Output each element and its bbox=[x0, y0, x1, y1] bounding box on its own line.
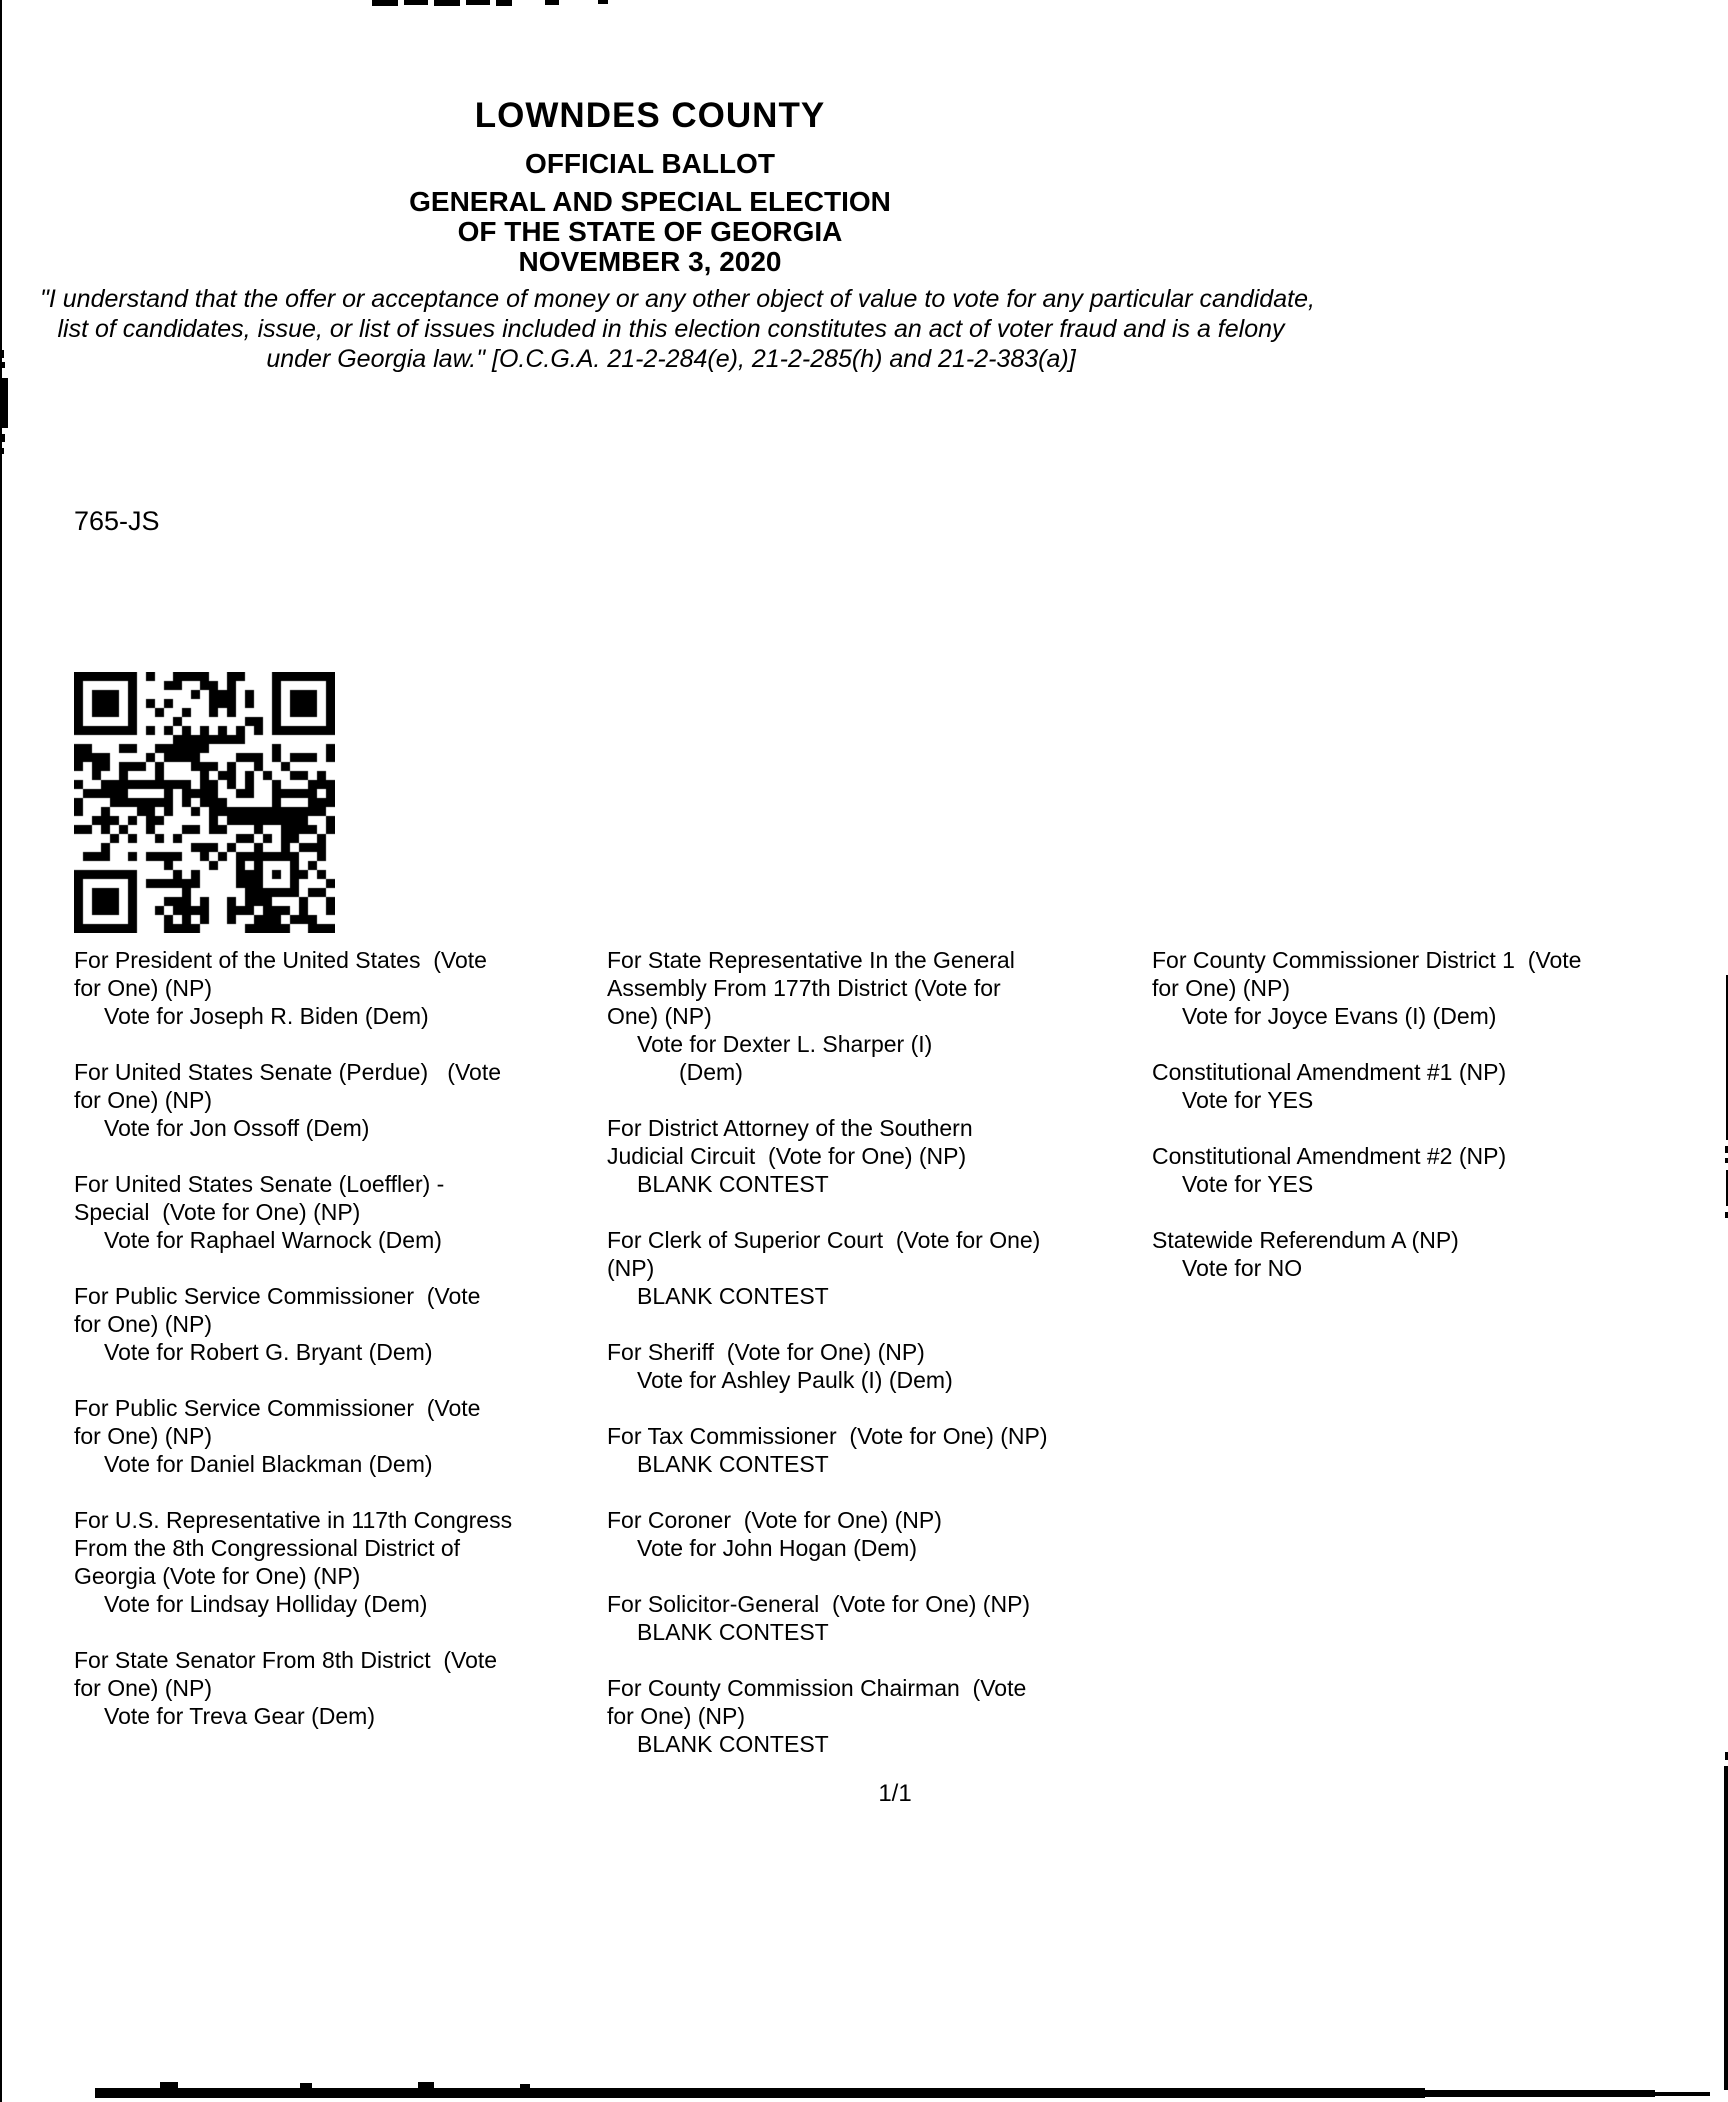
left-edge-scan-mark bbox=[0, 378, 8, 428]
disclaimer-line: under Georgia law." [O.C.G.A. 21-2-284(e), 21-2-285(h) and 21-2-383(a)] bbox=[266, 345, 1076, 373]
contest-selection-line: Vote for NO bbox=[1182, 1255, 1303, 1281]
contest-selection-line: Vote for Raphael Warnock (Dem) bbox=[104, 1227, 442, 1253]
bottom-edge-scan-bar bbox=[1425, 2090, 1655, 2097]
top-edge-scan-mark bbox=[496, 0, 512, 6]
page-number: 1/1 bbox=[878, 1780, 912, 1807]
bottom-edge-scan-mark bbox=[418, 2082, 434, 2088]
contest-selection-line: Vote for YES bbox=[1182, 1087, 1314, 1113]
contest-selection-line: Vote for John Hogan (Dem) bbox=[637, 1535, 917, 1561]
contest-title-line: For Solicitor-General (Vote for One) (NP) bbox=[607, 1591, 1031, 1617]
contest bbox=[74, 1058, 574, 1142]
contest-title-line: For Tax Commissioner (Vote for One) (NP) bbox=[607, 1423, 1048, 1449]
contest-selection-line: BLANK CONTEST bbox=[637, 1451, 829, 1477]
contest bbox=[607, 1506, 1117, 1562]
ballot-column-middle bbox=[607, 946, 1117, 1786]
contest-selection-line: BLANK CONTEST bbox=[637, 1283, 829, 1309]
contest-title-line: For U.S. Representative in 117th Congress bbox=[74, 1507, 513, 1533]
contest-selection-line: Vote for Treva Gear (Dem) bbox=[104, 1703, 375, 1729]
contest bbox=[607, 946, 1117, 1086]
disclaimer-line: "I understand that the offer or acceptance of money or any other object of value to vote for any particular candidate, bbox=[40, 285, 1315, 313]
election-title-line2: OF THE STATE OF GEORGIA bbox=[457, 216, 843, 247]
left-edge-scan-mark bbox=[0, 350, 4, 358]
contest bbox=[1152, 946, 1728, 1030]
ballot-column-right bbox=[1152, 946, 1728, 1310]
bottom-edge-scan-bar bbox=[1655, 2092, 1710, 2096]
contest-title-line: Special (Vote for One) (NP) bbox=[74, 1199, 361, 1225]
contest bbox=[607, 1114, 1117, 1198]
contest bbox=[1152, 1142, 1728, 1198]
contest-title-line: For County Commissioner District 1 (Vote bbox=[1152, 947, 1582, 973]
county-title: LOWNDES COUNTY bbox=[474, 96, 826, 135]
contest-title-line: for One) (NP) bbox=[74, 1311, 213, 1337]
bottom-edge-scan-mark bbox=[300, 2083, 312, 2088]
top-edge-scan-mark bbox=[545, 0, 559, 5]
contest-title-line: Statewide Referendum A (NP) bbox=[1152, 1227, 1459, 1253]
top-edge-scan-mark bbox=[404, 0, 428, 5]
bottom-edge-scan-mark bbox=[160, 2082, 178, 2088]
contest-title-line: for One) (NP) bbox=[74, 975, 213, 1001]
contest-title-line: Constitutional Amendment #1 (NP) bbox=[1152, 1059, 1507, 1085]
contest-title-line: For County Commission Chairman (Vote bbox=[607, 1675, 1027, 1701]
contest bbox=[1152, 1058, 1728, 1114]
contest-title-line: For President of the United States (Vote bbox=[74, 947, 487, 973]
contest-selection-line: Vote for Lindsay Holliday (Dem) bbox=[104, 1591, 428, 1617]
contest-title-line: for One) (NP) bbox=[74, 1423, 213, 1449]
contest-title-line: For State Representative In the General bbox=[607, 947, 1015, 973]
contest-selection-line: Vote for Jon Ossoff (Dem) bbox=[104, 1115, 370, 1141]
contest bbox=[607, 1422, 1117, 1478]
contest-title-line: Judicial Circuit (Vote for One) (NP) bbox=[607, 1143, 967, 1169]
contest bbox=[74, 1506, 574, 1618]
contest-selection-line: BLANK CONTEST bbox=[637, 1731, 829, 1757]
contest bbox=[607, 1226, 1117, 1310]
top-edge-scan-mark bbox=[466, 0, 490, 5]
contest-title-line: Georgia (Vote for One) (NP) bbox=[74, 1563, 361, 1589]
election-date: NOVEMBER 3, 2020 bbox=[518, 246, 782, 277]
right-edge-scan-line bbox=[1724, 1766, 1728, 2090]
contest-title-line: For Sheriff (Vote for One) (NP) bbox=[607, 1339, 925, 1365]
contest bbox=[1152, 1226, 1728, 1282]
election-title-line1: GENERAL AND SPECIAL ELECTION bbox=[409, 186, 891, 217]
contest-title-line: For Coroner (Vote for One) (NP) bbox=[607, 1507, 942, 1533]
contest-selection-line: BLANK CONTEST bbox=[637, 1619, 829, 1645]
contest-title-line: for One) (NP) bbox=[74, 1675, 213, 1701]
contest-title-line: Constitutional Amendment #2 (NP) bbox=[1152, 1143, 1507, 1169]
top-edge-scan-mark bbox=[434, 0, 460, 6]
contest-title-line: For Clerk of Superior Court (Vote for One) bbox=[607, 1227, 1041, 1253]
contest bbox=[74, 1170, 574, 1254]
left-edge-scan-mark bbox=[0, 448, 4, 454]
qr-code-image bbox=[74, 672, 335, 933]
left-edge-scan-mark bbox=[0, 434, 5, 442]
contest-title-line: For District Attorney of the Southern bbox=[607, 1115, 973, 1141]
contest-selection-line: Vote for Dexter L. Sharper (I) bbox=[637, 1031, 933, 1057]
contest bbox=[74, 1394, 574, 1478]
official-ballot-title: OFFICIAL BALLOT bbox=[525, 148, 775, 179]
qr-code bbox=[74, 672, 338, 936]
top-edge-scan-mark bbox=[372, 0, 398, 6]
contest bbox=[607, 1338, 1117, 1394]
contest-title-line: For United States Senate (Perdue) (Vote bbox=[74, 1059, 502, 1085]
contest bbox=[74, 1646, 574, 1730]
contest-selection-line: Vote for Daniel Blackman (Dem) bbox=[104, 1451, 433, 1477]
contest-title-line: for One) (NP) bbox=[74, 1087, 213, 1113]
contest-selection-line: (Dem) bbox=[679, 1059, 743, 1085]
contest-title-line: (NP) bbox=[607, 1255, 655, 1281]
contest-selection-line: Vote for YES bbox=[1182, 1171, 1314, 1197]
contest-selection-line: Vote for Robert G. Bryant (Dem) bbox=[104, 1339, 433, 1365]
contest bbox=[607, 1590, 1117, 1646]
contest-title-line: For United States Senate (Loeffler) - bbox=[74, 1171, 445, 1197]
contest-title-line: From the 8th Congressional District of bbox=[74, 1535, 461, 1561]
left-edge-scan-line bbox=[0, 0, 2, 2102]
bottom-edge-scan-mark bbox=[520, 2084, 530, 2088]
ballot-style-code: 765-JS bbox=[74, 506, 160, 536]
left-edge-scan-mark bbox=[0, 362, 5, 368]
contest-title-line: For Public Service Commissioner (Vote bbox=[74, 1395, 481, 1421]
top-edge-scan-mark bbox=[598, 0, 608, 4]
contest-title-line: Assembly From 177th District (Vote for bbox=[607, 975, 1001, 1001]
contest-title-line: for One) (NP) bbox=[1152, 975, 1291, 1001]
contest-selection-line: Vote for Ashley Paulk (I) (Dem) bbox=[637, 1367, 953, 1393]
contest-title-line: For State Senator From 8th District (Vote bbox=[74, 1647, 498, 1673]
contest-title-line: One) (NP) bbox=[607, 1003, 712, 1029]
disclaimer-line: list of candidates, issue, or list of issues included in this election constitutes an act of voter fraud and is a felony bbox=[57, 315, 1285, 343]
bottom-edge-scan-bar bbox=[95, 2088, 1425, 2098]
ballot-column-left bbox=[74, 946, 574, 1758]
voter-fraud-disclaimer bbox=[40, 284, 1315, 374]
contest-selection-line: BLANK CONTEST bbox=[637, 1171, 829, 1197]
contest bbox=[607, 1674, 1117, 1758]
contest bbox=[74, 946, 574, 1030]
contest bbox=[74, 1282, 574, 1366]
contest-selection-line: Vote for Joseph R. Biden (Dem) bbox=[104, 1003, 429, 1029]
contest-title-line: for One) (NP) bbox=[607, 1703, 746, 1729]
contest-selection-line: Vote for Joyce Evans (I) (Dem) bbox=[1182, 1003, 1497, 1029]
contest-title-line: For Public Service Commissioner (Vote bbox=[74, 1283, 481, 1309]
